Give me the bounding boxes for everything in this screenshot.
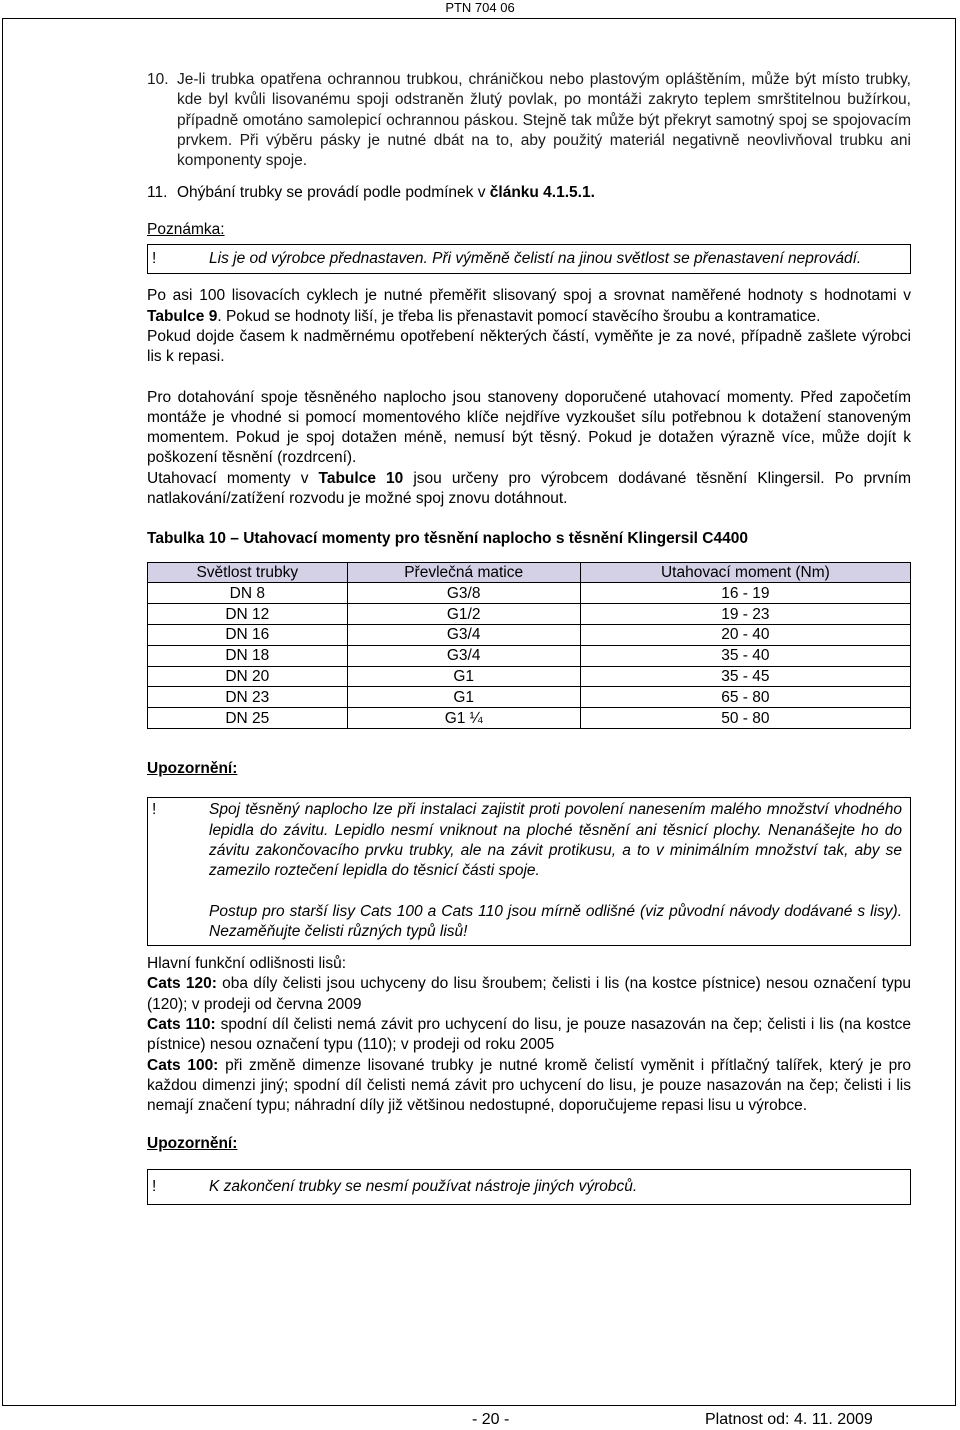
table-row	[148, 583, 911, 604]
note-text	[209, 249, 910, 269]
para1-table-ref: Tabulce 9	[147, 307, 218, 325]
differences-label: Cats 120:	[147, 975, 217, 993]
table-cell: DN 23	[148, 687, 348, 708]
table-header-row	[148, 562, 911, 583]
table-10	[147, 562, 911, 729]
differences-text: při změně dimenze lisované trubky je nutné kromě čelistí vyměnit i přítlačný talířek, který je pro každou dimenzi jiný; spodní díl čelisti nemá závit pro uchycení do lisu, je pouze nasazován na čep; čelisti i lis nemají značení typu; náhradní díly již většinou nedostupné, doporučujeme repasi lisu u výrobce.	[147, 1056, 911, 1115]
page-number: - 20 -	[472, 1411, 510, 1428]
table-header-cell: Světlost trubky	[148, 562, 348, 583]
note-box	[147, 244, 911, 274]
warning-2-row	[148, 1177, 910, 1197]
item-10-line2: Při výběru pásky je nutné dbát na to, aby použitý materiál negativně neovlivňoval trubku ani komponenty spoje.	[177, 131, 911, 170]
table-cell: DN 18	[148, 645, 348, 666]
table-10-title: Tabulka 10 – Utahovací momenty pro těsnění naplocho s těsnění Klingersil C4400	[147, 530, 748, 548]
differences-text: spodní díl čelisti nemá závit pro uchycení do lisu, je pouze nasazován na čep; čelisti i lis (na kostce pístnice) nesou označení typu (110); v prodeji od roku 2005	[147, 1015, 912, 1054]
table-cell: G1	[347, 687, 580, 708]
table-cell: 65 - 80	[580, 687, 910, 708]
warning-1-row-1	[148, 800, 910, 881]
table-header-cell: Utahovací moment (Nm)	[580, 562, 910, 583]
note-exclamation: !	[152, 250, 157, 268]
warning-1-row-2	[148, 902, 910, 943]
warning-1-box	[147, 797, 911, 946]
table-row	[148, 645, 911, 666]
table-cell: 35 - 45	[580, 666, 910, 687]
para1-text-a: Po asi 100 lisovacích cyklech je nutné přeměřit slisovaný spoj a srovnat naměřené hodnoty s hodnotami v	[147, 287, 911, 305]
table-row	[148, 666, 911, 687]
page-header: PTN 704 06	[445, 0, 515, 15]
table-cell: 20 - 40	[580, 625, 910, 646]
warning-1-exclamation: !	[152, 801, 157, 819]
item-11	[147, 183, 911, 203]
table-cell: 35 - 40	[580, 645, 910, 666]
table-cell: DN 12	[148, 604, 348, 625]
item-11-number: 11.	[147, 184, 168, 202]
differences-label: Cats 110:	[147, 1015, 216, 1033]
warning-2-text: K zakončení trubky se nesmí používat nástroje jiných výrobců.	[209, 1177, 638, 1195]
table-cell: DN 16	[148, 625, 348, 646]
paragraph-wear: Pokud dojde časem k nadměrnému opotřebení některých částí, vyměňte je za nové, případně zašlete výrobci lis k repasi.	[147, 327, 911, 366]
page-content	[147, 70, 911, 1205]
table-cell: 19 - 23	[580, 604, 910, 625]
warning-1-text-2: Postup pro starší lisy Cats 100 a Cats 110 jsou mírně odlišné (viz původní návody dodávané s lisy). Nezaměňujte čelisti různých typů lisů!	[209, 902, 902, 940]
table-cell: 16 - 19	[580, 583, 910, 604]
para1-text-c: . Pokud se hodnoty liší, je třeba lis přenastavit pomocí stavěcího šroubu a kontramatice.	[217, 307, 821, 325]
table-cell: G1/2	[347, 604, 580, 625]
item-11-reference: článku 4.1.5.1.	[489, 184, 595, 202]
paragraph-calibration	[147, 286, 911, 327]
differences-text: oba díly čelisti jsou uchyceny do lisu šroubem; čelisti i lis (na kostce pístnice) nesou označení typu (120); v prodeji od června 2009	[147, 975, 911, 1013]
differences-item	[147, 974, 911, 1015]
differences-intro: Hlavní funkční odlišnosti lisů:	[147, 955, 347, 973]
note-text-2: Při výměně čelistí na jinou světlost se přenastavení neprovádí.	[432, 250, 862, 268]
differences-item	[147, 1015, 911, 1056]
item-10-text	[177, 70, 911, 171]
table-cell: G1 ¼	[347, 708, 580, 729]
page-footer	[0, 1410, 960, 1430]
table-row	[148, 604, 911, 625]
validity-date: Platnost od: 4. 11. 2009	[705, 1411, 873, 1428]
note-text-1: Lis je od výrobce přednastaven.	[209, 250, 428, 268]
note-row	[148, 249, 910, 269]
table-row	[148, 708, 911, 729]
note-title: Poznámka:	[147, 220, 225, 238]
table-cell: G3/4	[347, 625, 580, 646]
para3-text-d: jsou určeny pro výrobcem dodávané těsnění Klingersil. Po prvním natlakování/zatížení rozvodu je možné spoj znovu dotáhnout.	[147, 469, 912, 508]
differences-item	[147, 1056, 911, 1117]
table-cell: 50 - 80	[580, 708, 910, 729]
table-cell: G3/4	[347, 645, 580, 666]
table-header-cell: Převlečná matice	[347, 562, 580, 583]
table-cell: DN 8	[148, 583, 348, 604]
differences-label: Cats 100:	[147, 1056, 219, 1074]
item-11-text	[177, 183, 911, 203]
table-cell: G1	[347, 666, 580, 687]
table-row	[148, 687, 911, 708]
item-11-plain: Ohýbání trubky se provádí podle podmínek v	[177, 184, 490, 202]
warning-2-box	[147, 1169, 911, 1205]
warning-1-title: Upozornění:	[147, 760, 238, 778]
table-cell: DN 25	[148, 708, 348, 729]
item-10-number: 10.	[147, 71, 169, 88]
warning-2-exclamation: !	[152, 1177, 157, 1195]
item-10	[147, 70, 911, 171]
para3-text-b: Utahovací momenty v	[147, 469, 319, 487]
item-10-line1: Je-li trubka opatřena ochrannou trubkou, chráničkou nebo plastovým opláštěním, může být místo trubky, kde byl kvůli lisovanému spoji odstraněn žlutý povlak, po montáži zakryto teplem smrštitelnou bužírkou, případně omotáno samolepicí ochrannou páskou. Stejně tak může být překryt samotný spoj se spojovacím prvkem.	[177, 71, 911, 149]
paragraph-torque: Pro dotahování spoje těsněného naplocho jsou stanoveny doporučené utahovací momenty. Před započetím montáže je vhodné si pomocí momentového klíče nejdříve vyzkoušet sílu potřebnou k dotažení stanoveným momentem. Pokud je spoj dotažen méně, nemusí být těsný. Pokud je dotažen výrazně více, může dojít k poškození těsnění (rozdrcení).	[147, 388, 911, 467]
warning-2-title: Upozornění:	[147, 1135, 238, 1153]
table-row	[148, 625, 911, 646]
paragraph-torque-2	[147, 469, 911, 510]
table-cell: DN 20	[148, 666, 348, 687]
table-cell: G3/8	[347, 583, 580, 604]
warning-1-text-1: Spoj těsněný naplocho lze při instalaci zajistit proti povolení nanesením malého množství vhodného lepidla do závitu. Lepidlo nesmí vniknout na ploché těsnění ani těsnicí plochy. Nenanášejte ho do závitu zakončovacího prvku trubky, ale na závit protikusu, a to v minimálním množství tak, aby se zamezilo roztečení lepidla do těsnicí části spoje.	[209, 801, 902, 880]
para3-table-ref: Tabulce 10	[318, 469, 404, 487]
warning-1-indent	[148, 902, 209, 943]
